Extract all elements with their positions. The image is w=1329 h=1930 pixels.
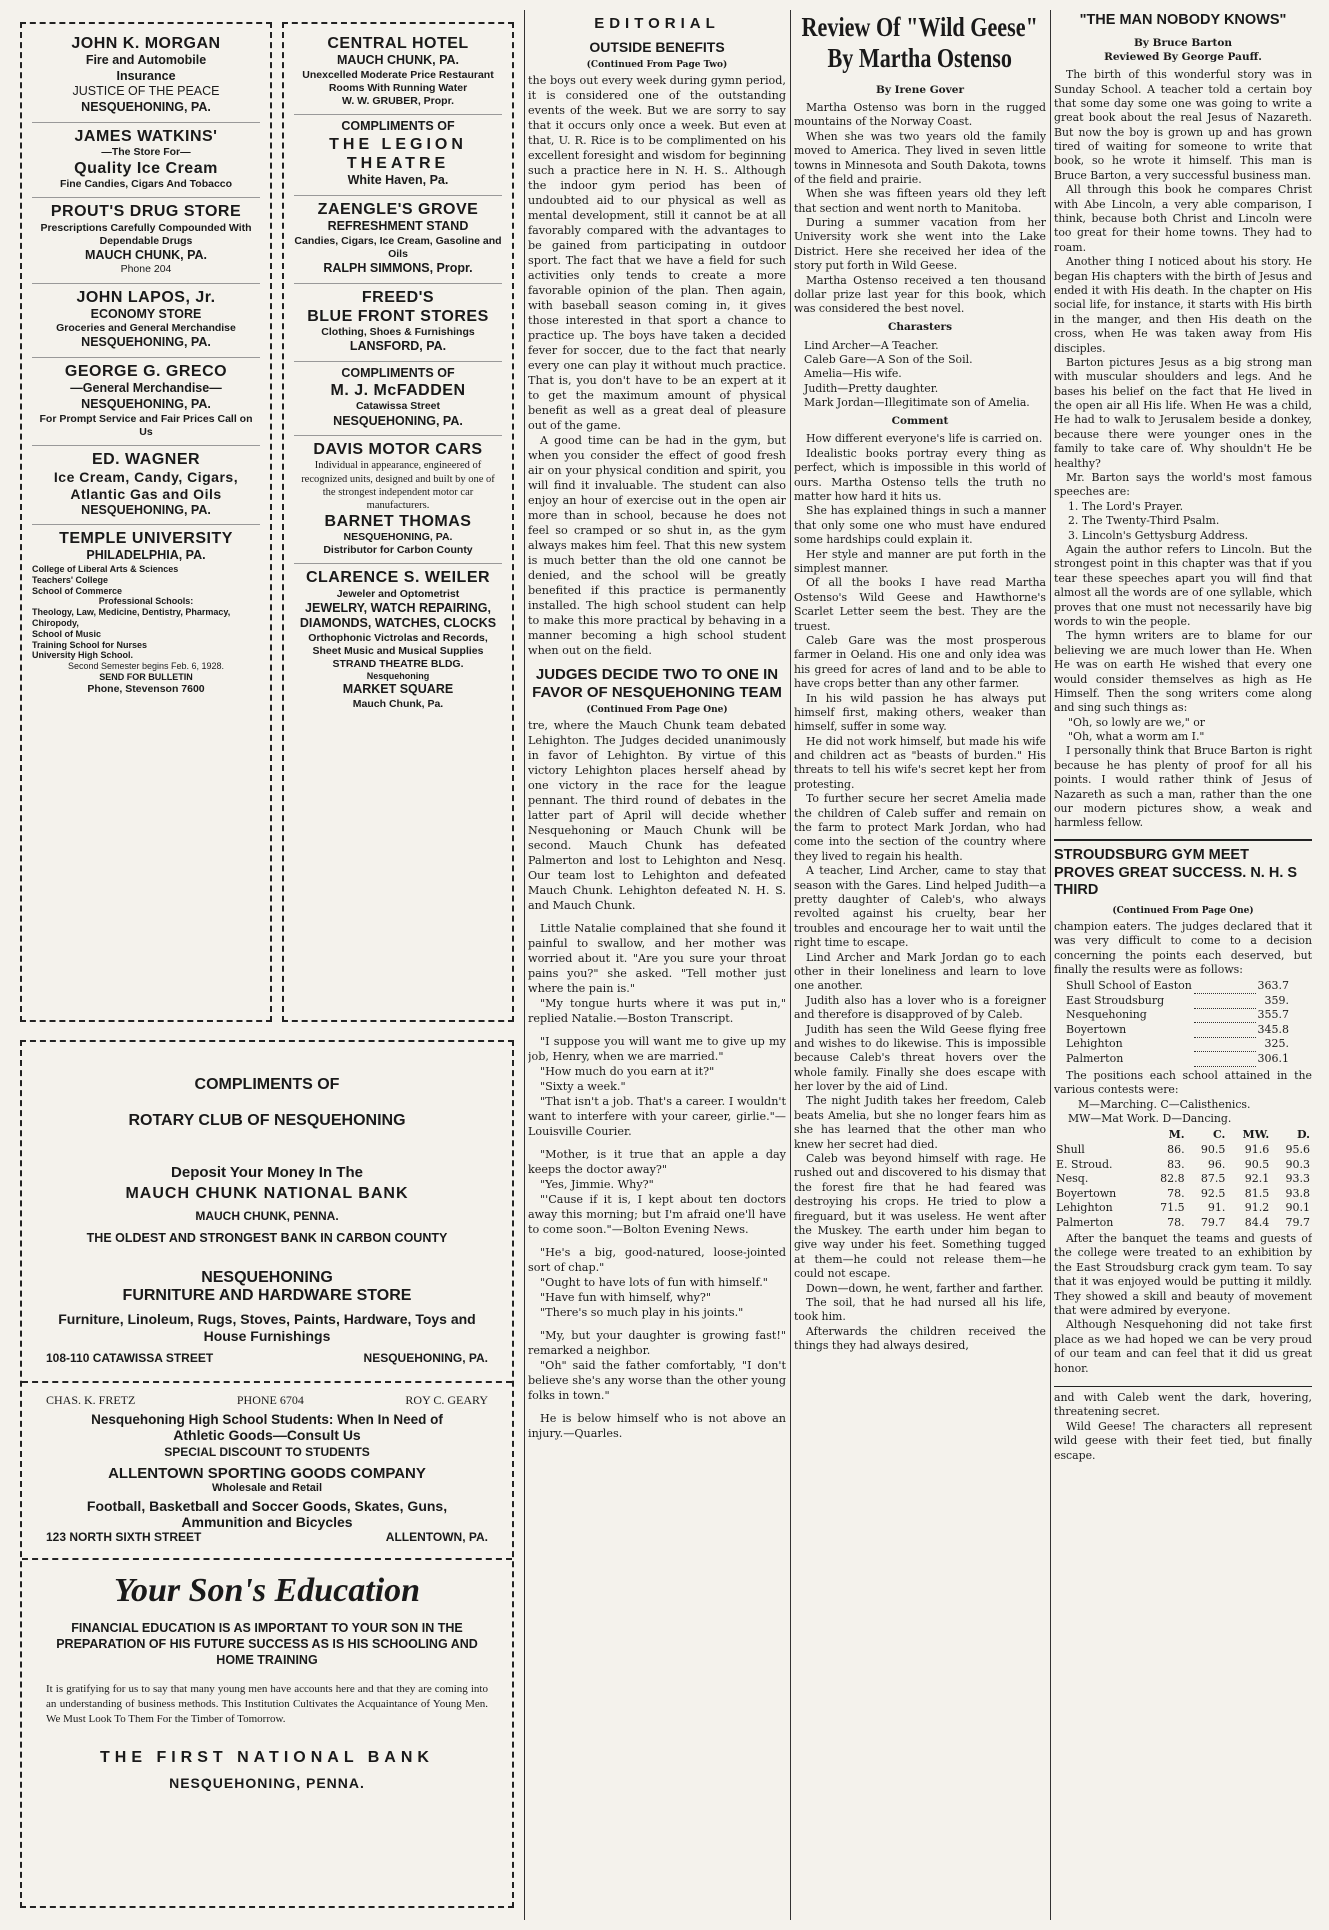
ad-line: ALLENTOWN, PA. [385, 1529, 488, 1544]
comment-heading: Comment [891, 414, 949, 427]
joke-paragraph: "My, but your daughter is growing fast!" remarked a neighbor. [528, 1328, 786, 1357]
ad-line: 108-110 CATAWISSA STREET [46, 1350, 214, 1365]
ad-line: School of Commerce [32, 585, 123, 596]
ad-john-k-morgan [32, 30, 260, 123]
paragraph: To further secure her secret Amelia made the children of Caleb suffer and remain on the farm to protect Mark Jordan, who had come into the section of the country where they lived to regain his health. [794, 792, 1046, 863]
contest-score: 79.7 [1200, 1215, 1226, 1229]
ad-title: TEMPLE UNIVERSITY [59, 530, 233, 548]
paragraph: When she was two years old the family moved to America. They lived in seven little towns in Minnesota and South Dakota, towns of the field and prairie. [794, 129, 1046, 186]
ad-line: —The Store For— [101, 145, 191, 158]
contest-score: 83. [1167, 1157, 1185, 1171]
contest-score: 90.3 [1285, 1157, 1310, 1171]
contest-score: 91. [1207, 1201, 1226, 1215]
paragraph: He did not work himself, but made his wife and children act as "beasts of burden." His threats to tell his wife's secret kept her from protesting. [794, 734, 1046, 791]
ad-line: Candies, Cigars, Ice Cream, Gasoline and Oils [294, 234, 502, 260]
ad-line: Mauch Chunk, Pa. [352, 697, 444, 710]
ad-ed-wagner [32, 446, 260, 525]
joke-paragraph: "That isn't a job. That's a career. I wouldn't want to interfere with your career, girlie."—Louisville Courier. [528, 1094, 786, 1138]
paragraph: A good time can be had in the gym, but when you consider the effect of good fresh air on your physical condition and spirit, you will find it invaluable. The student can also enjoy an hour of exercise out in the open air more than in school, because he does not feel so cramped or so shut in, as the gym always makes him feel. That this new system is much better than the old one cannot be denied, and the school will be greatly benefited if this practice is permanently installed. The high school student can help to make this more practical by behaving in a manner becoming a high school student when out on the field. [528, 433, 786, 657]
review-byline: By Irene Gover [875, 84, 964, 97]
ad-line: MAUCH CHUNK, PA. [337, 53, 459, 68]
character-item: Lind Archer—A Teacher. [804, 338, 939, 352]
ad-title: COMPLIMENTS OF [341, 365, 455, 380]
joke-paragraph: "Mother, is it true that an apple a day keeps the doctor away?" [528, 1147, 786, 1176]
school-name: Lehighton [1056, 1201, 1113, 1215]
ad-line: Professional Schools: [98, 596, 194, 607]
paragraph: A teacher, Lind Archer, came to stay that season with the Gares. Lind helped Judith—a pretty daughter of Caleb's, who always revolted against his cruelty, bear her troubles and encourage her to wait until the right time to escape. [794, 864, 1046, 950]
paragraph: During a summer vacation from her University work she went into the Lake District. Here she received her idea of the story put forth in Wild Geese. [794, 216, 1046, 273]
ad-allentown-sporting [46, 1383, 488, 1552]
paragraph: and with Caleb went the dark, hovering, threatening secret. [1054, 1390, 1312, 1419]
characters-heading: Charasters [887, 320, 952, 333]
ad-title: ALLENTOWN SPORTING GOODS COMPANY [108, 1464, 426, 1482]
character-item: Judith—Pretty daughter. [804, 381, 939, 395]
contest-score: 96. [1207, 1157, 1226, 1171]
school-score: 355.7 [1257, 1008, 1290, 1022]
contest-score: 86. [1167, 1142, 1185, 1156]
ad-line: NESQUEHONING, PA. [81, 396, 211, 411]
ad-line: NESQUEHONING, PA. [81, 502, 211, 517]
column-rule [524, 10, 525, 1920]
header-cell: C. [1212, 1128, 1226, 1142]
joke-paragraph: "Have fun with himself, why?" [540, 1290, 712, 1304]
contest-row [1054, 1158, 1312, 1173]
leader-dots [1194, 1037, 1256, 1052]
ad-line: NESQUEHONING, PA. [363, 1350, 488, 1365]
joke-paragraph: He is below himself who is not above an injury.—Quarles. [528, 1411, 786, 1440]
paragraph: Down—down, he went, farther and farther. [806, 1281, 1044, 1295]
contest-score: 93.3 [1285, 1172, 1310, 1186]
paragraph: The soil, that he had nursed all his life, took him. [794, 1295, 1046, 1324]
contest-score: 71.5 [1160, 1201, 1185, 1215]
editorial-kicker: EDITORIAL [594, 15, 720, 32]
joke-paragraph: "My tongue hurts where it was put in," replied Natalie.—Boston Transcript. [528, 996, 786, 1025]
article-byline: Reviewed By George Pauff. [1104, 51, 1262, 64]
ad-furniture-store [46, 1259, 488, 1373]
ad-line: Orthophonic Victrolas and Records, Sheet Music and Musical Supplies [308, 631, 488, 657]
leader-dots [1194, 979, 1256, 994]
contest-score: 79.7 [1285, 1215, 1310, 1229]
ad-line: Teachers' College [32, 574, 109, 585]
paragraph: Martha Ostenso was born in the rugged mountains of the Norway Coast. [794, 100, 1046, 129]
ad-line: University High School. [32, 650, 134, 661]
character-item: Caleb Gare—A Son of the Soil. [804, 353, 973, 367]
school-name: Palmerton [1066, 1051, 1124, 1065]
paragraph: How different everyone's life is carried on. [806, 432, 1043, 446]
ads-column-middle [282, 22, 514, 1022]
leader-dots [1194, 1023, 1256, 1038]
contest-score: 84.4 [1244, 1215, 1270, 1229]
list-item: 2. The Twenty-Third Psalm. [1068, 514, 1220, 528]
joke-paragraph: "'Cause if it is, I kept about ten doctors away this morning; but I'm afraid one'll have to come soon."—Bolton Evening News. [528, 1192, 786, 1236]
article-byline: By Bruce Barton [1133, 37, 1233, 50]
right-column [1054, 12, 1312, 1918]
paragraph: When she was fifteen years old they left that section and went north to Manitoba. [794, 187, 1046, 215]
legend-line: MW—Mat Work. D—Dancing. [1068, 1112, 1232, 1126]
contest-row [1054, 1187, 1312, 1202]
results-row [1064, 1052, 1291, 1067]
paragraph: champion eaters. The judges declared that it was very difficult to come to a decision concerning the points each deserved, but finally the results were as follows: [1054, 919, 1312, 976]
article-headline: STROUDSBURG GYM MEET PROVES GREAT SUCCESS. N. H. S THIRD [1054, 846, 1298, 899]
ad-line: 123 NORTH SIXTH STREET [46, 1529, 202, 1544]
ad-title: PROUT'S DRUG STORE [50, 203, 242, 221]
paragraph: "Oh, what a worm am I." [1068, 730, 1205, 744]
paragraph: Idealistic books portray every thing as perfect, which is impossible in this world of ours. Martha Ostenso tells the truth no matter how hard it hits us. [794, 446, 1046, 504]
ad-line: RALPH SIMMONS, Propr. [323, 260, 473, 275]
paragraph: Lind Archer and Mark Jordan go to each other in their loneliness and learn to love one another. [794, 950, 1046, 993]
school-name: E. Stroud. [1056, 1157, 1113, 1171]
ad-line: Catawissa Street [355, 400, 441, 413]
paragraph: Wild Geese! The characters all represent wild geese with their feet tied, but finally escape. [1054, 1419, 1312, 1462]
paragraph: The night Judith takes her freedom, Caleb beats Amelia, but she no longer fears him as she has learned that the other man who knew her secret had died. [794, 1094, 1046, 1151]
ad-line: W. W. GRUBER, Propr. [341, 95, 454, 108]
contest-score: 90.5 [1200, 1142, 1226, 1156]
school-score: 306.1 [1257, 1051, 1290, 1065]
editorial-column [528, 14, 786, 1914]
results-table [1064, 979, 1291, 1067]
ad-clarence-weiler [294, 564, 502, 716]
ad-line: Jeweler and Optometrist [336, 587, 460, 600]
ad-zaengles-grove [294, 196, 502, 284]
ad-line: SEND FOR BULLETIN [99, 671, 193, 682]
ad-line: LANSFORD, PA. [349, 339, 447, 353]
paragraph: In his wild passion he has always put himself first, making others, weaker than himself, suffer in some way. [794, 691, 1046, 734]
review-headline: Review Of "Wild Geese" By Martha Ostenso [801, 12, 1039, 74]
ad-line: Distributor for Carbon County [323, 544, 473, 557]
ad-line: MAUCH CHUNK, PENNA. [195, 1209, 339, 1223]
school-name: Boyertown [1066, 1022, 1127, 1036]
ad-line: School of Music [32, 628, 102, 639]
ad-line: Second Semester begins Feb. 6, 1928. [67, 661, 225, 672]
ad-line: Quality Ice Cream [74, 160, 218, 177]
ad-line: THEATRE [346, 155, 450, 172]
paragraph: I personally think that Bruce Barton is right because he has plenty of proof for all his points. I would rather think of Jesus of Nazareth as such a man, rather than the one our modern pictures show, a weak and harmless fellow. [1054, 744, 1312, 830]
ad-central-hotel [294, 30, 502, 115]
contest-score: 92.5 [1200, 1186, 1226, 1200]
ad-line: Prescriptions Carefully Compounded With Dependable Drugs [40, 221, 252, 247]
contest-score: 78. [1167, 1215, 1185, 1229]
ad-line: Ice Cream, Candy, Cigars, [53, 468, 239, 485]
joke-paragraph: "I suppose you will want me to give up my job, Henry, when we are married." [528, 1034, 786, 1063]
paragraph: The hymn writers are to blame for our believing we are much lower than He. When He was on earth He wished that every one would consider themselves as high as He Himself. Then the song writers come along and sing such things as: [1054, 629, 1312, 715]
ad-title: ED. WAGNER [91, 450, 201, 468]
column-rule [790, 10, 791, 1920]
joke-paragraph: "Oh" said the father comfortably, "I don't believe she's any worse than the other young folks in town." [528, 1358, 786, 1402]
paragraph: Although Nesquehoning did not take first place as we had hoped we can be very proud of our team and can feel that it did us great honor. [1054, 1318, 1312, 1375]
divider [1054, 1386, 1312, 1387]
list-item: 1. The Lord's Prayer. [1068, 499, 1184, 513]
paragraph: the boys out every week during gymn period, it is considered one of the outstanding events of the week. But we are sorry to say that it occurs only once a week. But even at that, U. R. Rice is to be complimented on his excellent foresight and wisdom for beginning such a practice here in N. H. S.. Although the indoor gym period has been of undoubted aid to our physical as well as mental development, still it cannot be at all favorably compared with the advantages to be gained from participating in outdoor sport. The fact that we have a field for such activities only tends to create a more favorable opinion of the plan. Then again, with baseball season coming in, it gives those interested in that sport a chance to practice up. The boys have taken a decided fever for soccer, due to the fact that nearly every one can play it without much practice. That is, you don't have to be an expert at it to get the maximum amount of physical benefit as well as a great deal of pleasure out of the game. [528, 73, 786, 432]
ad-line: Phone, Stevenson 7600 [87, 682, 205, 695]
ad-line: JUSTICE OF THE PEACE [72, 84, 220, 99]
paragraph: Her style and manner are put forth in the simplest manner. [794, 547, 1046, 575]
ad-line: CHAS. K. FRETZ [46, 1392, 136, 1407]
ad-line: ECONOMY STORE [90, 306, 202, 321]
school-name: Lehighton [1066, 1037, 1123, 1051]
contest-row [1054, 1216, 1312, 1231]
contest-score: 92.1 [1244, 1172, 1270, 1186]
paragraph: She has explained things in such a manner that only some one who must have endured some hardships could explain it. [794, 504, 1046, 547]
ad-line: REFRESHMENT STAND [327, 219, 469, 233]
contest-score: 78. [1167, 1186, 1185, 1200]
ad-davis-motor-cars [294, 436, 502, 564]
ad-title: JOHN LAPOS, Jr. [76, 288, 216, 306]
ad-line: Nesquehoning [366, 671, 430, 682]
ad-line: Fine Candies, Cigars And Tobacco [59, 178, 233, 191]
contest-score: 82.8 [1160, 1172, 1185, 1186]
paragraph: Martha Ostenso received a ten thousand dollar prize last year for this book, which was considered the best novel. [794, 273, 1046, 316]
ad-prouts-drug-store [32, 198, 260, 283]
ad-body: It is gratifying for us to say that many young men have accounts here and that they are coming into an understanding of business methods. This Institution Cultivates the Acquaintance of Young Men. We Must Look To Them For the Timber of Tomorrow. [46, 1683, 488, 1726]
school-name: Shull [1056, 1142, 1085, 1156]
joke-paragraph: "Ought to have lots of fun with himself." [540, 1275, 768, 1289]
contest-score: 90.5 [1244, 1157, 1270, 1171]
contest-score: 91.2 [1244, 1201, 1270, 1215]
ad-line: NESQUEHONING, PA. [81, 100, 211, 115]
ad-address-row [46, 1530, 488, 1544]
ad-line: Fire and Automobile [85, 53, 207, 68]
paragraph: Judith also has a lover who is a foreigner and therefore is disapproved of by Caleb. [794, 993, 1046, 1022]
paragraph: After the banquet the teams and guests of the college were treated to an exhibition by the East Stroudsburg crack gym team. To say that it was enjoyed would be putting it mildly. They showed a skill and beauty of movement that were admired by everyone. [1054, 1232, 1312, 1318]
results-row [1064, 1023, 1291, 1038]
school-name: East Stroudsburg [1066, 993, 1165, 1007]
header-cell: MW. [1242, 1128, 1270, 1142]
ad-george-greco [32, 358, 260, 446]
header-cell [1054, 1128, 1146, 1143]
paragraph: Barton pictures Jesus as a big strong man with muscular shoulders and legs. And he bases his belief on the fact that He lived in the open air all His life. When He was a child, He had to walk to Jerusalem beside a donkey, because there were younger ones in the family to take care of. Why shouldn't He be healthy? [1054, 355, 1312, 470]
article-headline: "THE MAN NOBODY KNOWS" [1079, 12, 1287, 28]
ad-line: Furniture, Linoleum, Rugs, Stoves, Paints, Hardware, Toys and House Furnishings [58, 1311, 476, 1344]
paragraph: Mr. Barton says the world's most famous speeches are: [1054, 471, 1312, 499]
ad-freeds [294, 284, 502, 362]
results-row [1064, 1008, 1291, 1023]
editorial-title: OUTSIDE BENEFITS [589, 39, 725, 56]
judges-headline: JUDGES DECIDE TWO TO ONE IN FAVOR OF NESQUEHONING TEAM [532, 665, 782, 701]
ad-line: M. J. McFADDEN [330, 382, 466, 400]
review-column [794, 12, 1046, 1918]
continued-note: (Continued From Page One) [1112, 905, 1254, 916]
paragraph: Caleb was beyond himself with rage. He rushed out and discovered to his dismay that the forest fire that he had feared was destroying his crops. He tried to plow a fireguard, but it was useless. He went after the Muskey. The earth under him began to give way under his feet. Something tugged at them—he could not release them—he could not escape. [794, 1152, 1046, 1281]
ad-line: Phone 204 [120, 263, 172, 276]
contest-score: 95.6 [1285, 1142, 1310, 1156]
ad-line: NESQUEHONING, PA. [343, 531, 453, 544]
paragraph: "Oh, so lowly are we," or [1068, 715, 1206, 729]
ad-title: GEORGE G. GRECO [64, 363, 228, 381]
paragraph: All through this book he compares Christ with Abe Lincoln, a very able comparison, I think, because both Christ and Lincoln were too great for their home towns. They had to roam. [1054, 183, 1312, 254]
ad-title: MAUCH CHUNK NATIONAL BANK [125, 1185, 409, 1202]
ad-title: Your Son's Education [113, 1571, 421, 1609]
ad-line: THE FIRST NATIONAL BANK [100, 1748, 434, 1766]
ad-line: MAUCH CHUNK, PA. [85, 247, 207, 262]
contest-score: 81.5 [1244, 1186, 1270, 1200]
leader-dots [1194, 1008, 1256, 1023]
ad-temple-university [32, 525, 260, 702]
school-name: Palmerton [1056, 1215, 1114, 1229]
ad-john-lapos [32, 284, 260, 359]
ad-line: PHILADELPHIA, PA. [86, 548, 206, 563]
list-item: 3. Lincoln's Gettysburg Address. [1068, 528, 1249, 542]
school-score: 325. [1264, 1037, 1290, 1051]
ad-line: BARNET THOMAS [324, 512, 472, 530]
character-item: Mark Jordan—Illegitimate son of Amelia. [804, 396, 1030, 410]
school-name: Boyertown [1056, 1186, 1117, 1200]
joke-paragraph: "Sixty a week." [540, 1079, 626, 1093]
ad-line: Ammunition and Bicycles [181, 1513, 353, 1530]
ad-line: Individual in appearance, engineered of recognized units, designed and built by one of the strongest independent motor car manufacturers. [301, 460, 495, 511]
ad-line: Athletic Goods—Consult Us [173, 1426, 361, 1443]
contest-score: 91.6 [1244, 1142, 1270, 1156]
joke-paragraph: Little Natalie complained that she found it painful to swallow, and her mother was worried about it. "Are you sure your throat pains you?" she asked. "Tell mother just where the pain is." [528, 921, 786, 995]
results-row [1064, 1037, 1291, 1052]
ad-line: Clothing, Shoes & Furnishings [321, 325, 475, 338]
ad-line: SPECIAL DISCOUNT TO STUDENTS [164, 1444, 370, 1459]
contest-row [1054, 1201, 1312, 1216]
paragraph: Judith has seen the Wild Geese flying free and wishes to do likewise. This is impossible because Caleb's threat hovers over the whole family. Finally she does escape with her lover by the aid of Lind. [794, 1022, 1046, 1094]
contest-row [1054, 1172, 1312, 1187]
paragraph: The positions each school attained in the various contests were: [1054, 1068, 1312, 1097]
ads-column-left [20, 22, 272, 1022]
ad-line: Wholesale and Retail [211, 1481, 323, 1494]
ad-line: Football, Basketball and Soccer Goods, Skates, Guns, [86, 1497, 448, 1514]
ad-line: Nesquehoning High School Students: When In Need of [91, 1411, 443, 1427]
contest-body [1054, 1143, 1312, 1230]
contest-header-row [1054, 1128, 1312, 1143]
ad-title: CLARENCE S. WEILER [305, 569, 491, 587]
paragraph: The birth of this wonderful story was in Sunday School. A teacher told a certain boy that some day some one was going to write a great book about the real Jesus of Nazareth. But now the boy is grown up and has grown tired of waiting for someone to write that book, so he wrote it himself. This man is Bruce Barton, a very successful business man. [1054, 68, 1312, 182]
ads-bottom-box [20, 1040, 514, 1908]
ad-mcfadden [294, 362, 502, 437]
results-body [1064, 979, 1291, 1066]
header-cell: M. [1168, 1128, 1185, 1142]
ad-line: College of Liberal Arts & Sciences [32, 563, 179, 574]
ad-line: BLUE FRONT STORES [307, 307, 489, 325]
ad-line: NESQUEHONING, PENNA. [169, 1774, 365, 1791]
joke-paragraph: "There's so much play in his joints." [540, 1305, 744, 1319]
contest-table [1054, 1128, 1312, 1230]
paragraph: Again the author refers to Lincoln. But the strongest point in this chapter was that if you tear these speeches apart you will find that almost all the words are of one syllable, which proves that one must not necessarily have big words to win the people. [1054, 543, 1312, 628]
ad-legion-theatre [294, 115, 502, 196]
contest-score: 90.1 [1285, 1201, 1310, 1215]
ad-line: NESQUEHONING, PA. [333, 413, 463, 428]
ad-line: THE OLDEST AND STRONGEST BANK IN CARBON COUNTY [86, 1231, 448, 1245]
continued-note: (Continued From Page Two) [586, 59, 728, 70]
ad-line: Rooms With Running Water [328, 81, 468, 94]
results-row [1064, 994, 1291, 1009]
joke-paragraph: "How much do you earn at it?" [540, 1064, 715, 1078]
paragraph: Afterwards the children received the things they had always desired, [794, 1324, 1046, 1353]
contest-score: 93.8 [1285, 1186, 1310, 1200]
ad-line: NESQUEHONING [201, 1269, 333, 1286]
header-cell: D. [1297, 1128, 1310, 1142]
ad-line: Groceries and General Merchandise [56, 322, 236, 335]
ad-title: ZAENGLE'S GROVE [317, 200, 479, 218]
ad-header-row [46, 1393, 488, 1408]
ad-line: JEWELRY, WATCH REPAIRING, DIAMONDS, WATCHES, CLOCKS [299, 600, 497, 631]
ad-line: —General Merchandise— [70, 381, 222, 396]
ad-line: Training School for Nurses [32, 639, 148, 650]
ad-title: COMPLIMENTS OF [341, 119, 455, 134]
ad-line: Theology, Law, Medicine, Dentistry, Pharmacy, Chiropody, [32, 607, 231, 628]
ad-mauch-chunk-bank [46, 1154, 488, 1259]
school-name: Shull School of Easton [1066, 979, 1192, 993]
leader-dots [1194, 994, 1256, 1009]
paragraph: Of all the books I have read Martha Ostenso's Wild Geese and Hawthorne's Scarlet Letter seem the best. They are the truest. [794, 576, 1046, 633]
contest-row [1054, 1143, 1312, 1158]
results-row [1064, 979, 1291, 994]
ad-rotary [46, 1056, 488, 1154]
ad-line: COMPLIMENTS OF [194, 1076, 340, 1093]
ad-title: FREED'S [361, 288, 435, 306]
school-score: 345.8 [1257, 1022, 1290, 1036]
ad-title: JAMES WATKINS' [74, 127, 218, 145]
ad-line: THE LEGION [329, 135, 467, 153]
paragraph: Another thing I noticed about his story. He began His chapters with the birth of Jesus and ended it with His death. In the chapter on His social life, for instance, it starts with His birth in the manger, and then His death on the cross, when He was taken away from His disciples. [1054, 255, 1312, 355]
ad-line: Deposit Your Money In The [171, 1164, 363, 1181]
character-item: Amelia—His wife. [804, 367, 902, 381]
column-rule [1050, 10, 1051, 1920]
ad-title: CENTRAL HOTEL [327, 35, 469, 52]
ad-title: FURNITURE AND HARDWARE STORE [122, 1287, 412, 1304]
ad-address-row [46, 1351, 488, 1365]
ad-line: MARKET SQUARE [342, 682, 454, 697]
joke-paragraph: "Yes, Jimmie. Why?" [540, 1177, 654, 1191]
ad-line: NESQUEHONING, PA. [81, 335, 211, 350]
ad-line: Insurance [116, 68, 176, 83]
ad-line: Unexcelled Moderate Price Restaurant [302, 68, 494, 81]
ad-james-watkins [32, 123, 260, 199]
ad-title: DAVIS MOTOR CARS [313, 441, 483, 459]
school-name: Nesq. [1056, 1172, 1089, 1186]
continued-note: (Continued From Page One) [586, 704, 728, 715]
ad-line: PHONE 6704 [236, 1392, 304, 1407]
leader-dots [1194, 1052, 1256, 1067]
contest-score: 87.5 [1200, 1172, 1226, 1186]
ad-line: Atlantic Gas and Oils [70, 485, 222, 502]
ad-title: ROTARY CLUB OF NESQUEHONING [128, 1112, 406, 1129]
ad-line: ROY C. GEARY [405, 1392, 488, 1407]
ad-line: For Prompt Service and Fair Prices Call on Us [39, 412, 253, 438]
school-name: Nesquehoning [1066, 1008, 1147, 1022]
school-score: 363.7 [1257, 979, 1290, 993]
joke-paragraph: "He's a big, good-natured, loose-jointed sort of chap." [528, 1245, 786, 1274]
divider [1054, 839, 1312, 841]
paragraph: Caleb Gare was the most prosperous farmer in Oeland. His one and only idea was his greed for acres of land and to be able to have crops better than any other farmer. [794, 633, 1046, 691]
ad-line: White Haven, Pa. [347, 173, 449, 188]
legend-line: M—Marching. C—Calisthenics. [1078, 1097, 1251, 1111]
ad-title: JOHN K. MORGAN [71, 35, 221, 52]
ad-line: FINANCIAL EDUCATION IS AS IMPORTANT TO YOUR SON IN THE PREPARATION OF HIS FUTURE SUCCESS AS IS HIS SCHOOLING AND HOME TRAINING [56, 1620, 478, 1668]
paragraph: tre, where the Mauch Chunk team debated Lehighton. The Judges decided unanimously in favor of Lehighton. By virtue of this victory Lehighton places herself ahead by one victory in the race for the league pennant. The third round of debates in the latter part of April will decide whether Nesquehoning or Mauch Chunk will be second. Mauch Chunk has defeated Palmerton and lost to Lehighton and Nesq. Our team lost to Lehighton and defeated Mauch Chunk. Lehighton defeated N. H. S. and Mauch Chunk. [528, 718, 786, 912]
school-score: 359. [1264, 993, 1290, 1007]
ad-line: STRAND THEATRE BLDG. [332, 658, 464, 671]
ad-first-national-bank [46, 1560, 488, 1791]
